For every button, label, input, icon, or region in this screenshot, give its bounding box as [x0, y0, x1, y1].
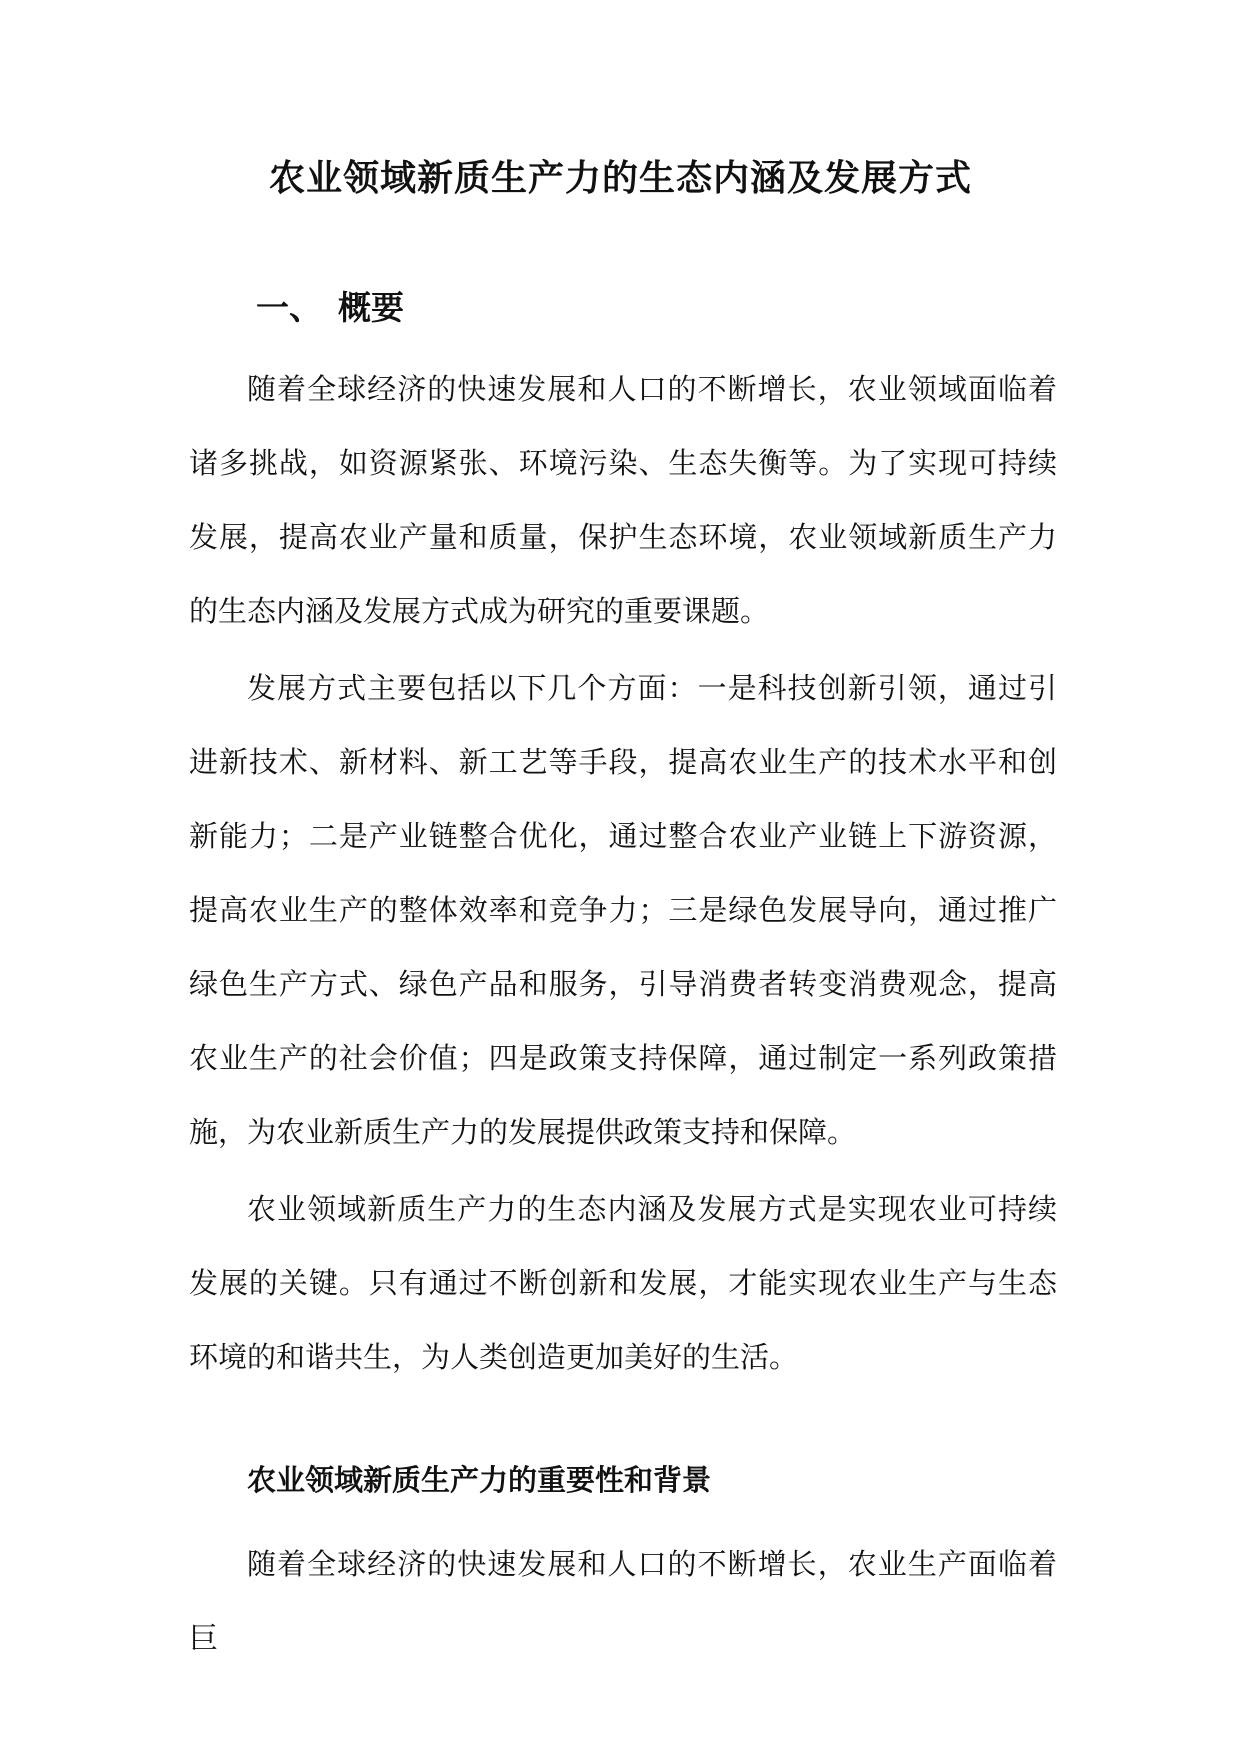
paragraph-development-methods: 发展方式主要包括以下几个方面：一是科技创新引领，通过引进新技术、新材料、新工艺等手段，提高农业生产的技术水平和创新能力；二是产业链整合优化，通过整合农业产业链上下游资源，提高农业生产的整体效率和竞争力；三是绿色发展导向，通过推广绿色生产方式、绿色产品和服务，引导消费者转变消费观念，提高农业生产的社会价值；四是政策支持保障，通过制定一系列政策措施，为农业新质生产力的发展提供政策支持和保障。	[189, 671, 1057, 1149]
paragraph-conclusion: 农业领域新质生产力的生态内涵及发展方式是实现农业可持续发展的关键。只有通过不断创新和发展，才能实现农业生产与生态环境的和谐共生，为人类创造更加美好的生活。	[189, 1192, 1057, 1374]
section-heading	[256, 280, 404, 336]
section-number: 一、	[256, 288, 322, 327]
document-title: 农业领域新质生产力的生态内涵及发展方式	[268, 157, 972, 199]
subsection-heading: 农业领域新质生产力的重要性和背景	[247, 1463, 712, 1497]
paragraph-overview: 随着全球经济的快速发展和人口的不断增长，农业领域面临着诸多挑战，如资源紧张、环境污染、生态失衡等。为了实现可持续发展，提高农业产量和质量，保护生态环境，农业领域新质生产力的生态内涵及发展方式成为研究的重要课题。	[189, 372, 1057, 628]
section-heading-text: 概要	[338, 288, 404, 327]
paragraph-background: 随着全球经济的快速发展和人口的不断增长，农业生产面临着巨	[189, 1547, 1057, 1655]
